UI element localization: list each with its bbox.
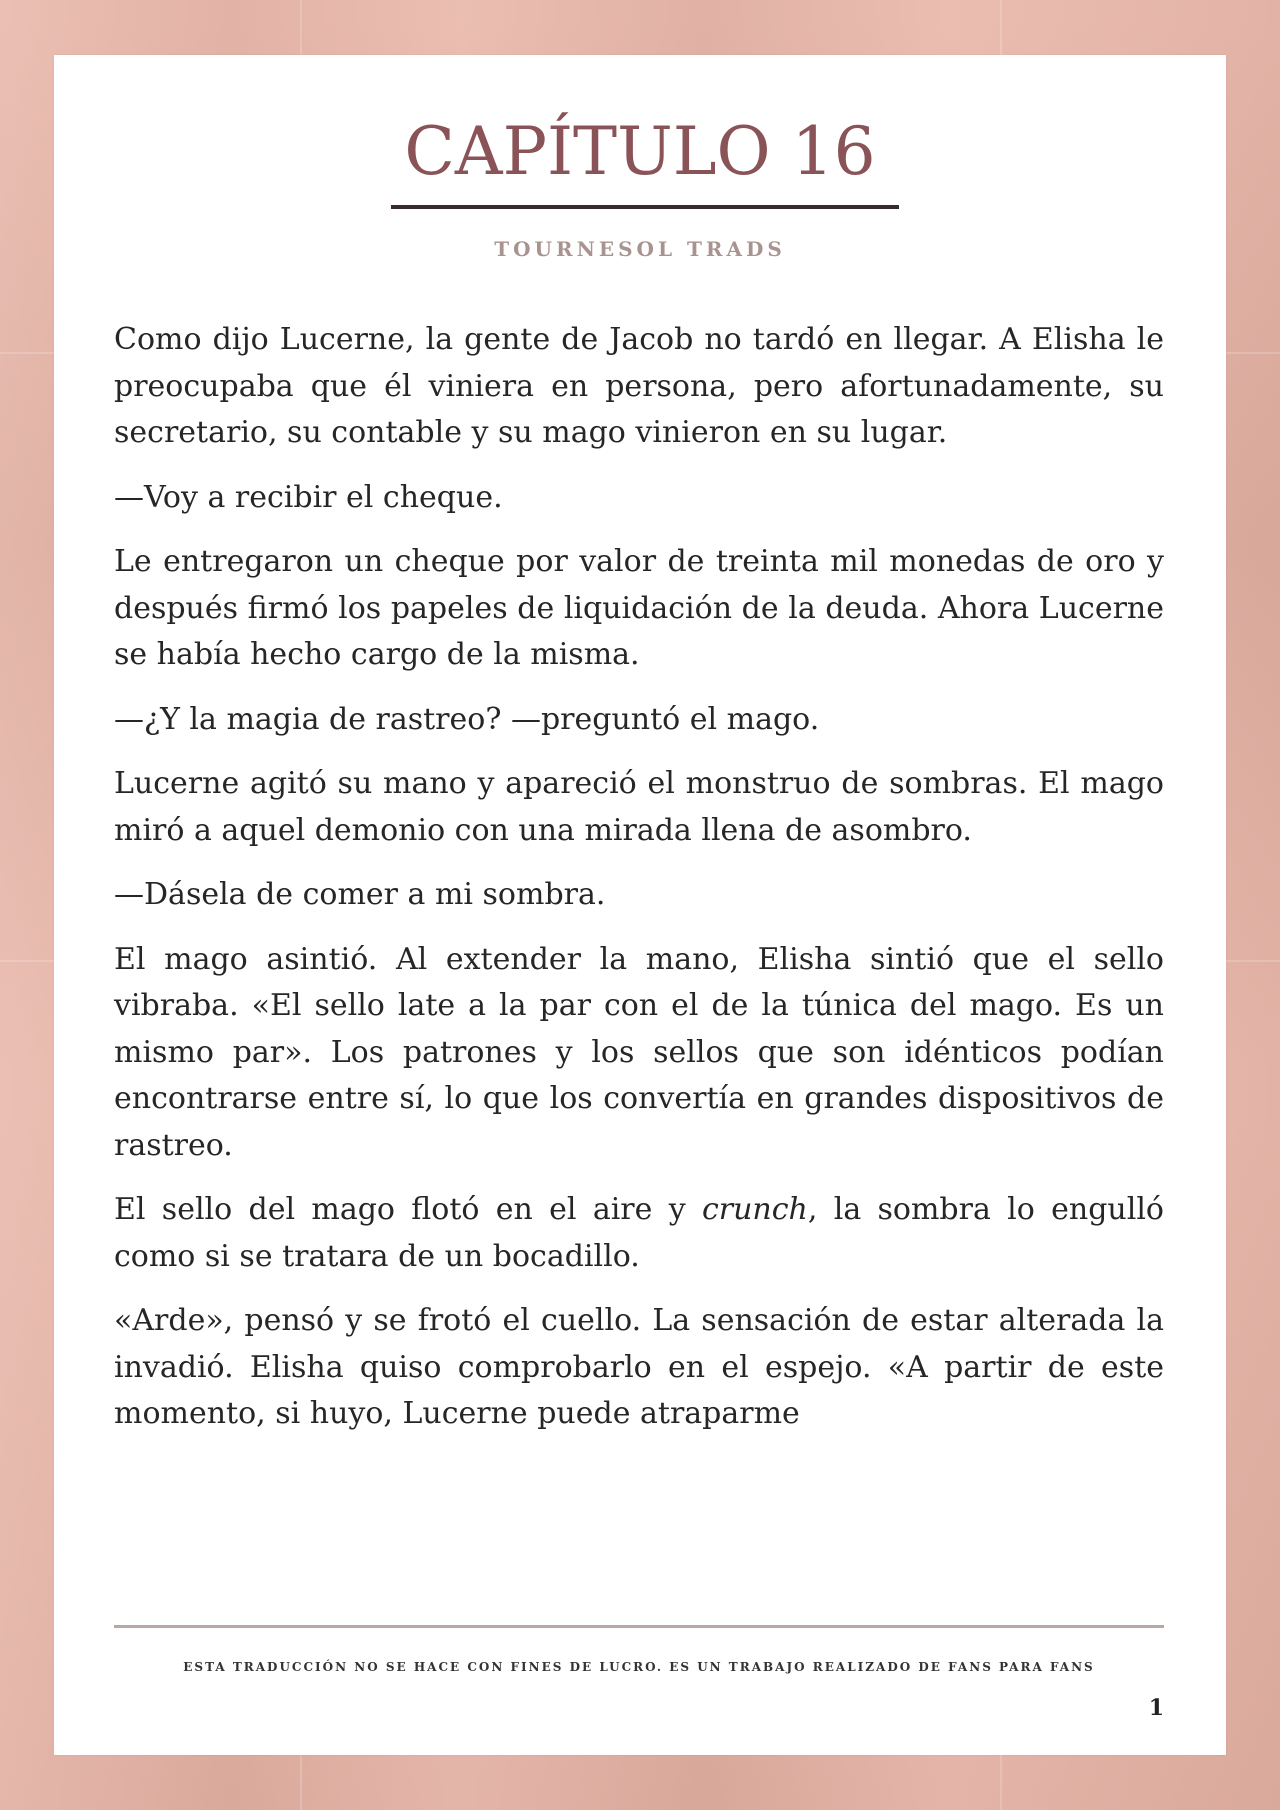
chapter-body <box>114 317 1164 1456</box>
title-divider <box>391 205 899 209</box>
paragraph: El mago asintió. Al extender la mano, Elisha sintió que el sello vibraba. «El sello late a la par con el de la túnica del mago. Es un mismo par». Los patrones y los sellos que son idénticos podían encontrarse entre sí, lo que los convertía en grandes dispositivos de rastreo. <box>114 941 1164 1163</box>
italic-onomatopoeia: crunch <box>701 1192 808 1227</box>
paragraph: Lucerne agitó su mano y apareció el monstruo de sombras. El mago miró a aquel demonio con una mirada llena de asombro. <box>114 766 1164 848</box>
footer-divider <box>114 1625 1164 1628</box>
dialogue-line: —Voy a recibir el cheque. <box>114 479 503 515</box>
paragraph: Como dijo Lucerne, la gente de Jacob no tardó en llegar. A Elisha le preocupaba que él viniera en persona, pero afortunadamente, su secretario, su contable y su mago vinieron en su lugar. <box>114 322 1164 450</box>
paragraph-text: El sello del mago flotó en el aire y <box>114 1192 702 1227</box>
footer-disclaimer: ESTA TRADUCCIÓN NO SE HACE CON FINES DE LUCRO. ES UN TRABAJO REALIZADO DE FANS PARA FANS <box>183 1660 1095 1674</box>
paragraph: Le entregaron un cheque por valor de treinta mil monedas de oro y después firmó los papeles de liquidación de la deuda. Ahora Lucerne se había hecho cargo de la misma. <box>114 544 1164 672</box>
paragraph <box>114 1187 1164 1280</box>
paragraph-text: , la sombra lo engulló como si se tratara de un bocadillo. <box>114 1192 1164 1274</box>
dialogue-line: —Dásela de comer a mi sombra. <box>114 877 606 912</box>
document-page <box>54 55 1226 1755</box>
paragraph: «Arde», pensó y se frotó el cuello. La sensación de estar alterada la invadió. Elisha quiso comprobarlo en el espejo. «A partir de este momento, si huyo, Lucerne puede atraparme <box>114 1303 1164 1431</box>
dialogue-line: —¿Y la magia de rastreo? —preguntó el mago. <box>114 701 820 737</box>
page-number: 1 <box>1148 1695 1164 1721</box>
translator-credit: TOURNESOL TRADS <box>494 237 786 261</box>
chapter-title: CAPÍTULO 16 <box>404 113 876 190</box>
